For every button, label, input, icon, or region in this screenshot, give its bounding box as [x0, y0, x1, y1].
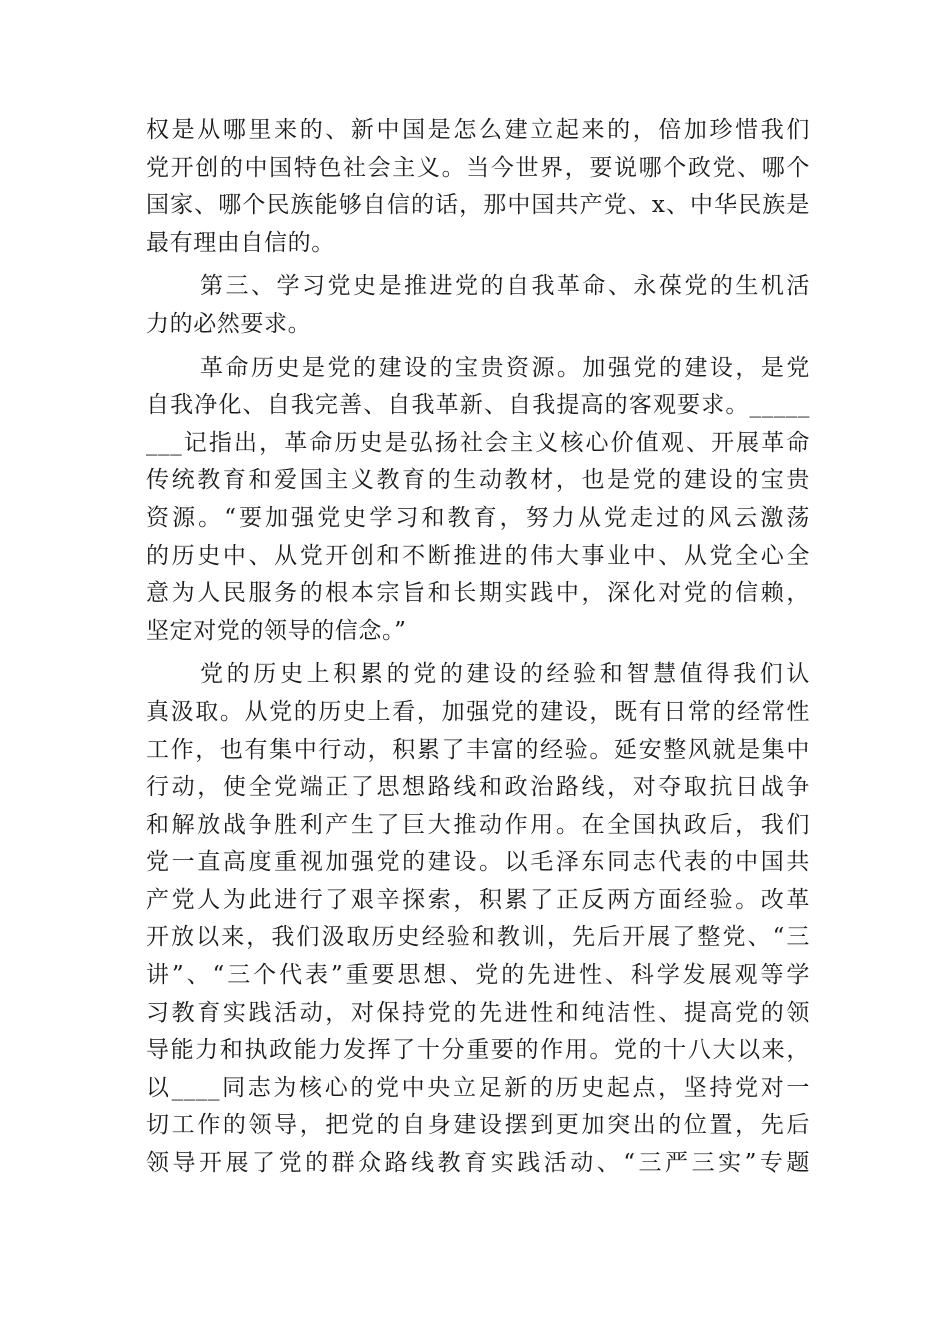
- text-line: 革命历史是党的建设的宝贵资源。加强党的建设，是党: [200, 354, 810, 381]
- text-line: 和解放战争胜利产生了巨大推动作用。在全国执政后，我们: [146, 811, 810, 838]
- text-line: 自我净化、自我完善、自我革新、自我提高的客观要求。_____: [146, 392, 810, 419]
- text-line: 导能力和执政能力发挥了十分重要的作用。党的十八大以来，: [146, 1037, 810, 1064]
- text-line: 真汲取。从党的历史上看，加强党的建设，既有日常的经常性: [146, 698, 810, 725]
- paragraph: [146, 268, 810, 343]
- text-line: 权是从哪里来的、新中国是怎么建立起来的，倍加珍惜我们: [146, 117, 810, 143]
- paragraph: [146, 656, 810, 1182]
- text-line: 切工作的领导，把党的自身建设摆到更加突出的位置，先后: [146, 1112, 810, 1139]
- text-line: 以____同志为核心的党中央立足新的历史起点，坚持党对一: [146, 1074, 810, 1101]
- text-line: 习教育实践活动，对保持党的先进性和纯洁性、提高党的领: [146, 999, 810, 1026]
- text-line: 力的必然要求。: [146, 310, 312, 337]
- text-line: 讲”、“三个代表”重要思想、党的先进性、科学发展观等学: [146, 962, 810, 989]
- text-line: 行动，使全党端正了思想路线和政治路线，对夺取抗日战争: [146, 774, 810, 801]
- text-line: 党开创的中国特色社会主义。当今世界，要说哪个政党、哪个: [146, 154, 810, 181]
- text-line: 第三、学习党史是推进党的自我革命、永葆党的生机活: [200, 273, 810, 300]
- text-line: 工作，也有集中行动，积累了丰富的经验。延安整风就是集中: [146, 736, 810, 763]
- text-line: 最有理由自信的。: [146, 229, 335, 256]
- text-line: 产党人为此进行了艰辛探索，积累了正反两方面经验。改革: [146, 886, 810, 913]
- text-line: 开放以来，我们汲取历史经验和教训，先后开展了整党、“三: [146, 924, 810, 951]
- text-line: 党一直高度重视加强党的建设。以毛泽东同志代表的中国共: [146, 849, 810, 876]
- text-line: 坚定对党的领导的信念。”: [146, 617, 407, 644]
- text-line: 党的历史上积累的党的建设的经验和智慧值得我们认: [200, 661, 810, 688]
- text-line: 国家、哪个民族能够自信的话，那中国共产党、x、中华民族是: [146, 192, 810, 219]
- text-line: 传统教育和爱国主义教育的生动教材，也是党的建设的宝贵: [146, 467, 810, 494]
- text-line: ___记指出，革命历史是弘扬社会主义核心价值观、开展革命: [146, 429, 810, 456]
- text-line: 领导开展了党的群众路线教育实践活动、“三严三实”专题: [146, 1150, 810, 1177]
- text-line: 资源。“要加强党史学习和教育，努力从党走过的风云激荡: [146, 504, 810, 531]
- paragraph: [146, 350, 810, 651]
- text-line: 意为人民服务的根本宗旨和长期实践中，深化对党的信赖，: [146, 580, 810, 607]
- document-body: [146, 112, 810, 1183]
- paragraph: [146, 112, 810, 262]
- text-line: 的历史中、从党开创和不断推进的伟大事业中、从党全心全: [146, 542, 810, 569]
